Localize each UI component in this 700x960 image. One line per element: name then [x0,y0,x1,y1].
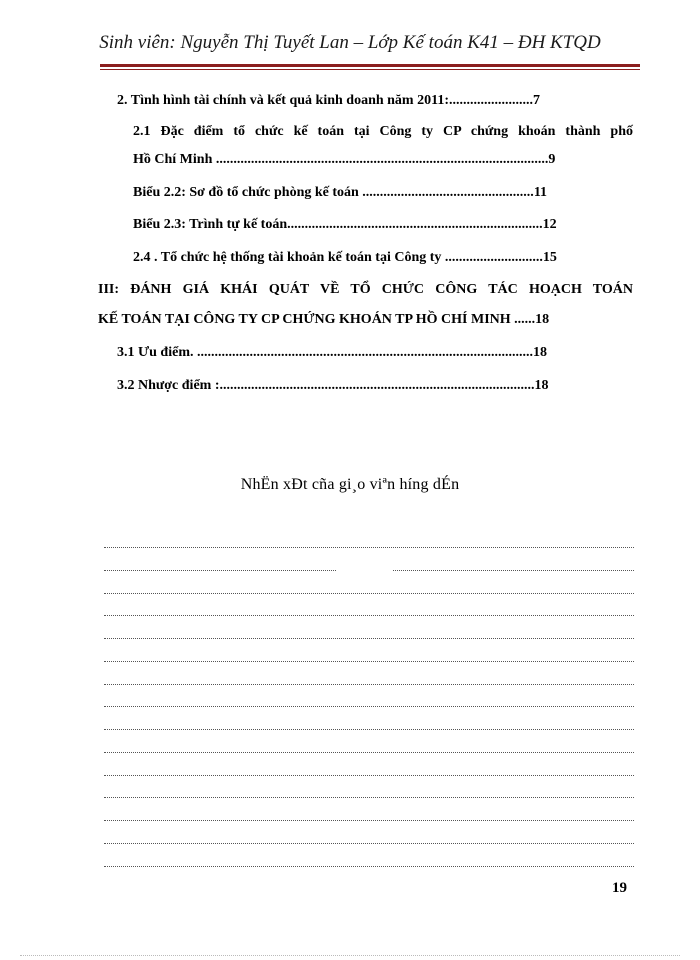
comment-line [104,638,634,639]
comment-line [104,843,634,844]
toc-entry-2: 2. Tình hình tài chính và kết quả kinh doanh năm 2011:........................7 [117,93,540,108]
header-rule-thin [100,69,640,70]
comment-line [104,547,634,548]
comment-line [104,866,634,867]
comment-line [104,593,634,594]
toc-entry-bieu-2-2: Biểu 2.2: Sơ đồ tổ chức phòng kế toán .................................................11 [133,185,548,200]
comment-line [104,684,634,685]
header-rule-thick [100,64,640,67]
toc-entry-2-1-cont: Hồ Chí Minh ...............................................................................................9 [133,152,556,167]
page-header: Sinh viên: Nguyễn Thị Tuyết Lan – Lớp Kế toán K41 – ĐH KTQD [99,32,601,53]
toc-entry-2-1: 2.1 Đặc điểm tổ chức kế toán tại Công ty CP chứng khoán thành phố [133,124,633,139]
comment-line [393,570,634,571]
page-bottom-border [20,955,680,956]
comment-line [104,775,634,776]
comment-line [104,615,634,616]
page-number: 19 [612,880,627,896]
toc-entry-3-2: 3.2 Nhược điểm :..........................................................................................18 [117,378,549,393]
comment-line [104,820,634,821]
comment-line [104,661,634,662]
comment-line [104,706,634,707]
toc-entry-bieu-2-3: Biểu 2.3: Trình tự kế toán.........................................................................12 [133,217,557,232]
toc-entry-III-cont: KẾ TOÁN TẠI CÔNG TY CP CHỨNG KHOÁN TP HỒ CHÍ MINH ......18 [98,312,550,327]
comment-line [104,570,336,571]
comment-line [104,797,634,798]
comment-line [104,752,634,753]
toc-entry-2-4: 2.4 . Tổ chức hệ thống tài khoản kế toán tại Công ty ............................15 [133,250,557,265]
toc-entry-III: III: ĐÁNH GIÁ KHÁI QUÁT VỀ TỔ CHỨC CÔNG TÁC HOẠCH TOÁN [98,282,633,297]
comment-line [104,729,634,730]
toc-entry-3-1: 3.1 Ưu điểm. ................................................................................................18 [117,345,547,360]
comment-section-title: NhËn xÐt cña gi¸o viªn híng dÉn [240,476,460,493]
